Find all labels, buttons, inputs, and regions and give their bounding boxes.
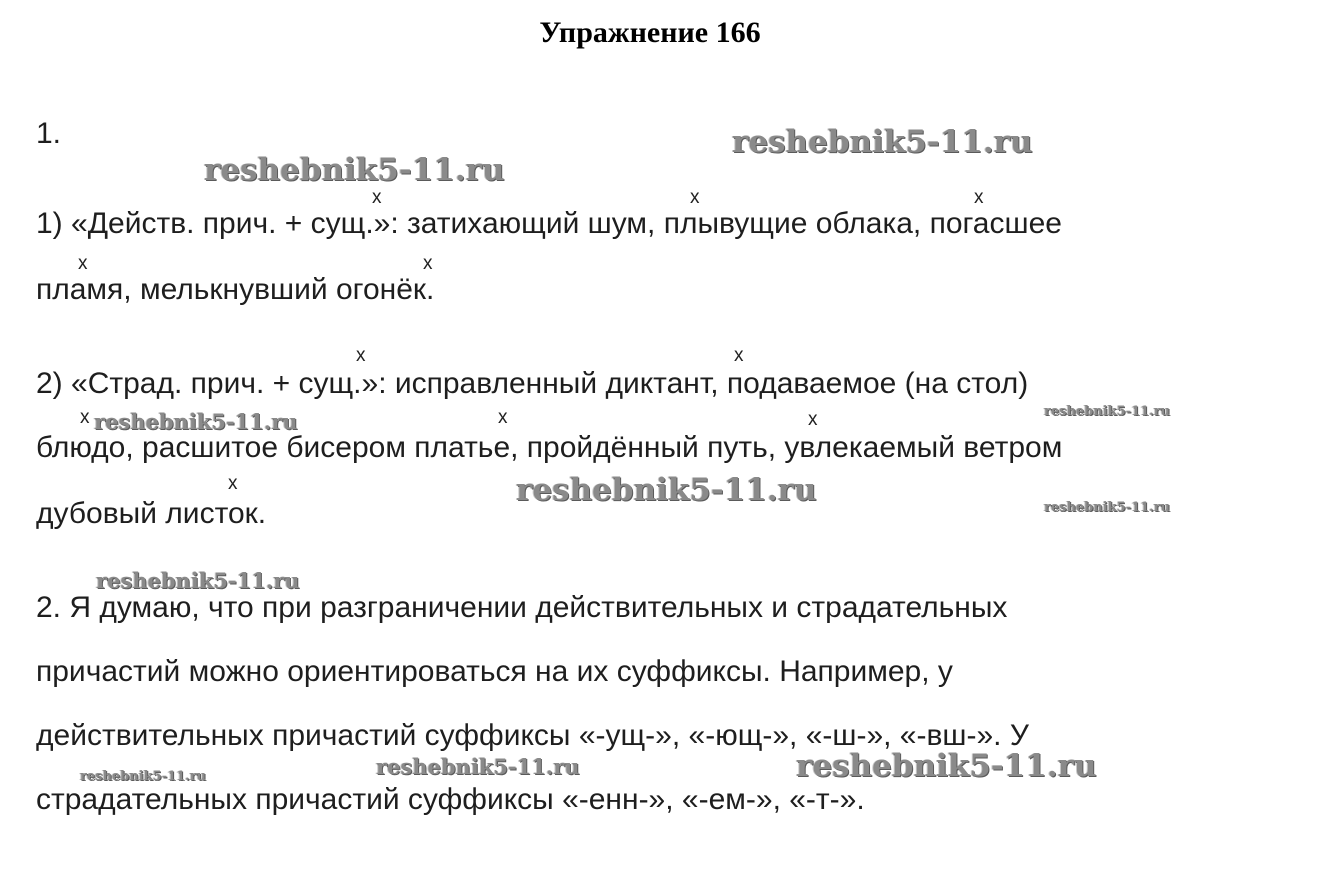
watermark-logo: reshebnik5-11.ru [516, 472, 817, 508]
watermark-logo: reshebnik5-11.ru [96, 568, 300, 593]
text-line-4: блюдо, расшитое бисером платье, пройдённый путь, увлекаемый ветром [36, 431, 1063, 464]
watermark-logo: reshebnik5-11.ru [376, 754, 580, 779]
suffix-mark: x [808, 409, 818, 430]
suffix-mark: x [498, 407, 508, 428]
watermark-logo: reshebnik5-11.ru [1044, 500, 1171, 515]
watermark-logo: reshebnik5-11.ru [796, 748, 1097, 784]
suffix-mark: x [423, 253, 433, 274]
watermark-logo: reshebnik5-11.ru [732, 124, 1033, 160]
text-line-1: 1) «Действ. прич. + сущ.»: затихающий шум, плывущие облака, погасшее [36, 207, 1062, 240]
suffix-mark: x [372, 187, 382, 208]
exercise-title: Упражнение 166 [539, 16, 761, 49]
suffix-mark: x [78, 253, 88, 274]
text-line-3: 2) «Страд. прич. + сущ.»: исправленный диктант, подаваемое (на стол) [36, 367, 1029, 400]
watermark-logo: reshebnik5-11.ru [94, 409, 298, 434]
text-line-6: 2. Я думаю, что при разграничении действительных и страдательных [36, 591, 1008, 624]
text-line-2: пламя, мелькнувший огонёк. [36, 273, 435, 306]
suffix-mark: x [974, 187, 984, 208]
suffix-mark: x [228, 473, 238, 494]
watermark-logo: reshebnik5-11.ru [80, 769, 207, 784]
watermark-logo: reshebnik5-11.ru [1044, 404, 1171, 419]
section-1-number: 1. [36, 117, 62, 150]
suffix-mark: x [80, 407, 90, 428]
suffix-mark: x [734, 345, 744, 366]
suffix-mark: x [690, 187, 700, 208]
text-line-5: дубовый листок. [36, 497, 267, 530]
text-line-8: действительных причастий суффиксы «-ущ-», «-ющ-», «-ш-», «-вш-». У [36, 719, 1029, 752]
text-line-7: причастий можно ориентироваться на их суффиксы. Например, у [36, 655, 953, 688]
suffix-mark: x [356, 345, 366, 366]
watermark-logo: reshebnik5-11.ru [204, 152, 505, 188]
text-line-9: страдательных причастий суффиксы «-енн-», «-ем-», «-т-». [36, 783, 865, 816]
